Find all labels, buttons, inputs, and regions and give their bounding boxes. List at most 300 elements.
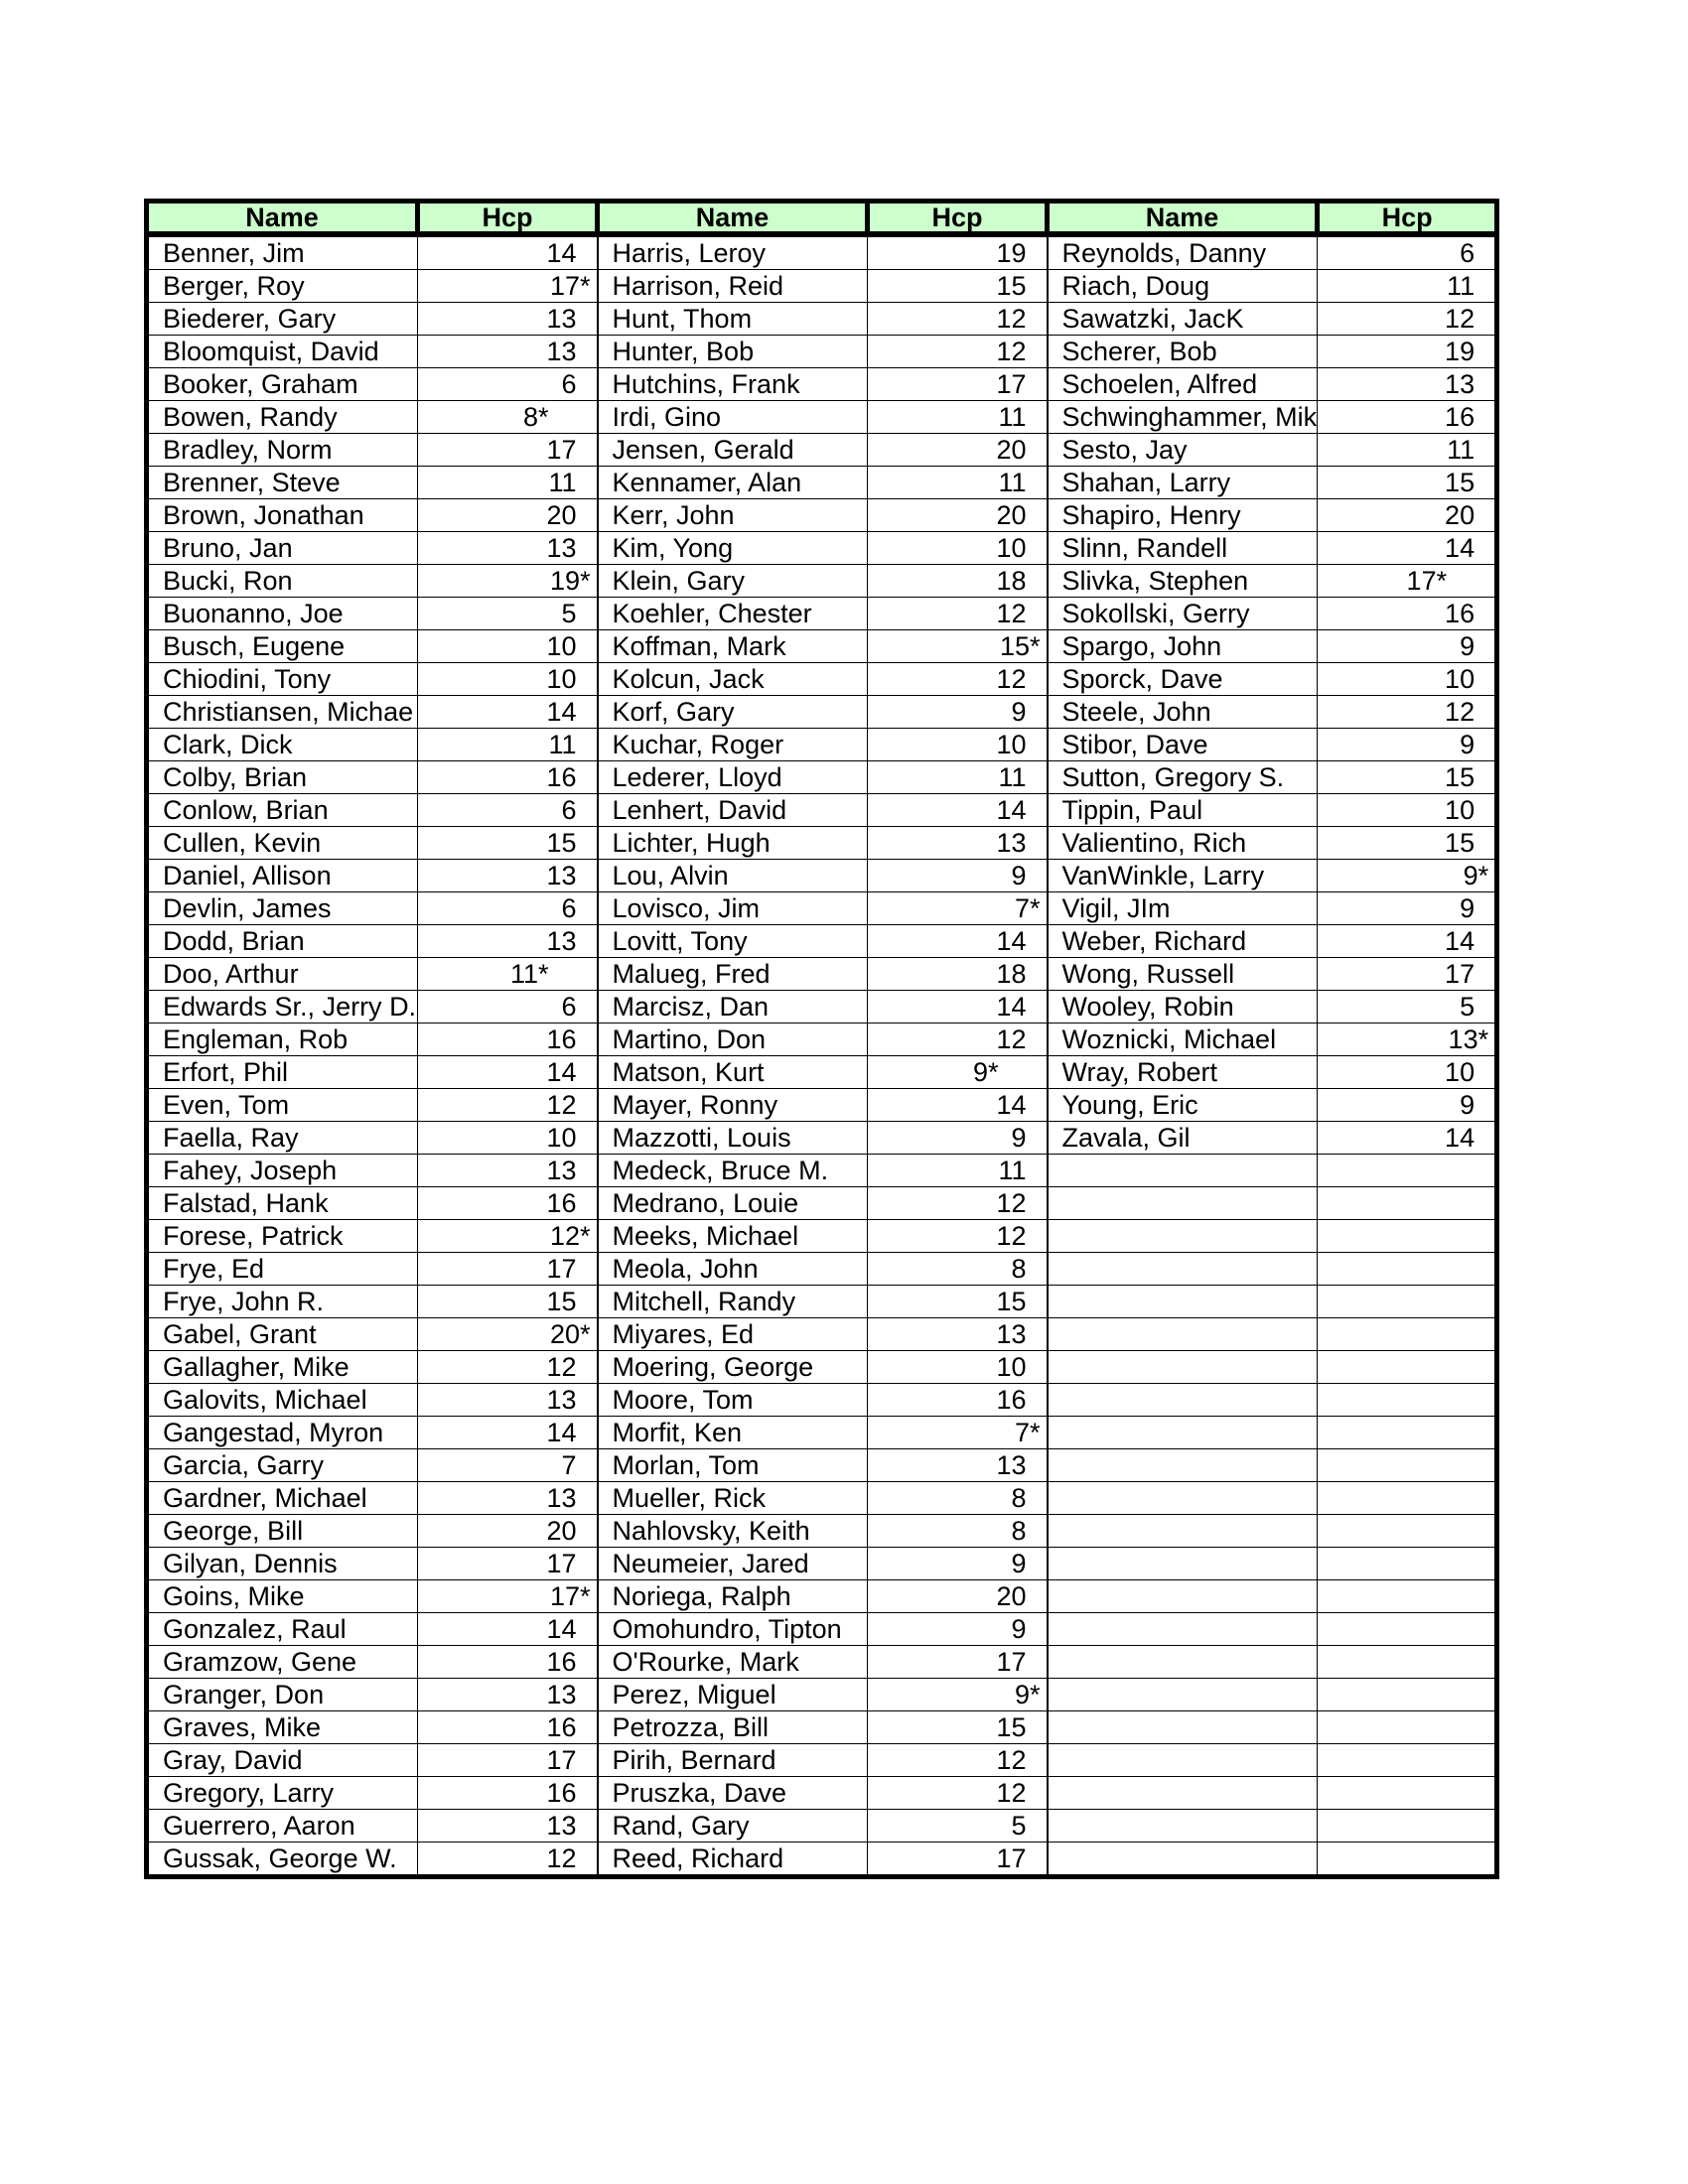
table-row: [147, 1711, 1497, 1744]
player-name-cell: [1048, 1417, 1318, 1449]
player-name-cell: [1048, 1351, 1318, 1384]
player-name-cell: Daniel, Allison: [147, 860, 418, 892]
player-name-cell: [1048, 1679, 1318, 1711]
handicap-cell: 6: [418, 794, 598, 827]
table-row: [147, 1449, 1497, 1482]
player-name-cell: Young, Eric: [1048, 1089, 1318, 1122]
handicap-cell: 16: [418, 1646, 598, 1679]
handicap-cell: [1318, 1187, 1497, 1220]
handicap-cell: [1318, 1548, 1497, 1580]
handicap-cell: 11*: [418, 958, 598, 991]
handicap-cell: 5: [868, 1810, 1048, 1843]
table-row: [147, 368, 1497, 401]
player-name-cell: Korf, Gary: [598, 696, 868, 729]
table-row: [147, 565, 1497, 598]
player-name-cell: Meola, John: [598, 1253, 868, 1286]
table-row: [147, 827, 1497, 860]
player-name-cell: [1048, 1580, 1318, 1613]
player-name-cell: Weber, Richard: [1048, 925, 1318, 958]
handicap-cell: [1318, 1679, 1497, 1711]
player-name-cell: [1048, 1155, 1318, 1187]
player-name-cell: [1048, 1810, 1318, 1843]
handicap-cell: 11: [1318, 434, 1497, 467]
player-name-cell: Miyares, Ed: [598, 1318, 868, 1351]
handicap-cell: 16: [418, 1187, 598, 1220]
player-name-cell: Riach, Doug: [1048, 270, 1318, 303]
handicap-cell: 10: [418, 630, 598, 663]
handicap-cell: 12: [868, 1220, 1048, 1253]
player-name-cell: Gangestad, Myron: [147, 1417, 418, 1449]
table-row: [147, 761, 1497, 794]
handicap-cell: 14: [1318, 1122, 1497, 1155]
player-name-cell: Vigil, JIm: [1048, 892, 1318, 925]
handicap-cell: 10: [1318, 663, 1497, 696]
handicap-cell: 11: [868, 761, 1048, 794]
table-row: [147, 729, 1497, 761]
handicap-cell: 14: [868, 991, 1048, 1024]
handicap-cell: [1318, 1744, 1497, 1777]
table-row: [147, 532, 1497, 565]
player-name-cell: Malueg, Fred: [598, 958, 868, 991]
player-name-cell: Kim, Yong: [598, 532, 868, 565]
handicap-cell: 15: [1318, 467, 1497, 499]
player-name-cell: Kerr, John: [598, 499, 868, 532]
handicap-cell: [1318, 1777, 1497, 1810]
player-name-cell: Benner, Jim: [147, 234, 418, 270]
player-name-cell: Medrano, Louie: [598, 1187, 868, 1220]
player-name-cell: Clark, Dick: [147, 729, 418, 761]
handicap-cell: 17: [868, 1646, 1048, 1679]
table-row: [147, 991, 1497, 1024]
player-name-cell: [1048, 1744, 1318, 1777]
handicap-cell: 17: [868, 1843, 1048, 1877]
handicap-cell: 6: [1318, 234, 1497, 270]
handicap-cell: 12: [868, 336, 1048, 368]
handicap-cell: [1318, 1646, 1497, 1679]
player-name-cell: Slinn, Randell: [1048, 532, 1318, 565]
handicap-cell: 6: [418, 368, 598, 401]
handicap-cell: 9: [868, 696, 1048, 729]
handicap-cell: 9: [868, 1613, 1048, 1646]
handicap-cell: 9*: [868, 1056, 1048, 1089]
header-hcp-2: Hcp: [868, 202, 1048, 235]
handicap-cell: 16: [418, 761, 598, 794]
player-name-cell: Fahey, Joseph: [147, 1155, 418, 1187]
handicap-cell: 9*: [1318, 860, 1497, 892]
player-name-cell: Morfit, Ken: [598, 1417, 868, 1449]
handicap-cell: 13: [418, 1155, 598, 1187]
handicap-cell: 12: [868, 303, 1048, 336]
player-name-cell: Schoelen, Alfred: [1048, 368, 1318, 401]
player-name-cell: Garcia, Garry: [147, 1449, 418, 1482]
handicap-cell: 12: [868, 1187, 1048, 1220]
handicap-cell: 18: [868, 565, 1048, 598]
player-name-cell: Reed, Richard: [598, 1843, 868, 1877]
player-name-cell: Woznicki, Michael: [1048, 1024, 1318, 1056]
table-row: [147, 1843, 1497, 1877]
table-row: [147, 1384, 1497, 1417]
player-name-cell: Petrozza, Bill: [598, 1711, 868, 1744]
handicap-cell: 15: [868, 1711, 1048, 1744]
player-name-cell: Brenner, Steve: [147, 467, 418, 499]
player-name-cell: Gramzow, Gene: [147, 1646, 418, 1679]
player-name-cell: Wray, Robert: [1048, 1056, 1318, 1089]
player-name-cell: Zavala, Gil: [1048, 1122, 1318, 1155]
player-name-cell: Buonanno, Joe: [147, 598, 418, 630]
table-row: [147, 1056, 1497, 1089]
player-name-cell: [1048, 1646, 1318, 1679]
table-row: [147, 234, 1497, 270]
player-name-cell: Erfort, Phil: [147, 1056, 418, 1089]
handicap-cell: 12: [1318, 696, 1497, 729]
player-name-cell: Busch, Eugene: [147, 630, 418, 663]
player-name-cell: Bucki, Ron: [147, 565, 418, 598]
handicap-cell: [1318, 1843, 1497, 1877]
handicap-cell: [1318, 1810, 1497, 1843]
player-name-cell: Reynolds, Danny: [1048, 234, 1318, 270]
player-name-cell: [1048, 1318, 1318, 1351]
player-name-cell: Spargo, John: [1048, 630, 1318, 663]
player-name-cell: Hunt, Thom: [598, 303, 868, 336]
handicap-cell: 20: [868, 499, 1048, 532]
handicap-cell: 16: [418, 1711, 598, 1744]
table-row: [147, 598, 1497, 630]
handicap-cell: 11: [418, 729, 598, 761]
player-name-cell: Doo, Arthur: [147, 958, 418, 991]
player-name-cell: Sporck, Dave: [1048, 663, 1318, 696]
handicap-cell: 9: [1318, 630, 1497, 663]
handicap-cell: 6: [418, 892, 598, 925]
player-name-cell: [1048, 1253, 1318, 1286]
player-name-cell: Harrison, Reid: [598, 270, 868, 303]
handicap-cell: 14: [1318, 532, 1497, 565]
handicap-cell: 16: [1318, 401, 1497, 434]
handicap-cell: 15: [418, 827, 598, 860]
handicap-cell: 17: [868, 368, 1048, 401]
handicap-cell: 12: [418, 1843, 598, 1877]
table-row: [147, 696, 1497, 729]
player-name-cell: Koffman, Mark: [598, 630, 868, 663]
handicap-cell: 17: [1318, 958, 1497, 991]
player-name-cell: Mitchell, Randy: [598, 1286, 868, 1318]
player-name-cell: [1048, 1286, 1318, 1318]
handicap-cell: 19: [1318, 336, 1497, 368]
handicap-cell: [1318, 1449, 1497, 1482]
table-row: [147, 303, 1497, 336]
handicap-cell: 13: [418, 925, 598, 958]
handicap-cell: 12: [868, 1024, 1048, 1056]
handicap-cell: [1318, 1384, 1497, 1417]
handicap-cell: 14: [418, 1056, 598, 1089]
table-row: [147, 925, 1497, 958]
handicap-table: [144, 199, 1499, 1879]
player-name-cell: Guerrero, Aaron: [147, 1810, 418, 1843]
handicap-cell: 11: [868, 401, 1048, 434]
player-name-cell: Morlan, Tom: [598, 1449, 868, 1482]
player-name-cell: Chiodini, Tony: [147, 663, 418, 696]
header-name-1: Name: [147, 202, 418, 235]
player-name-cell: Devlin, James: [147, 892, 418, 925]
player-name-cell: Neumeier, Jared: [598, 1548, 868, 1580]
player-name-cell: George, Bill: [147, 1515, 418, 1548]
table-row: [147, 1679, 1497, 1711]
table-row: [147, 1613, 1497, 1646]
player-name-cell: Wooley, Robin: [1048, 991, 1318, 1024]
player-name-cell: Falstad, Hank: [147, 1187, 418, 1220]
player-name-cell: [1048, 1449, 1318, 1482]
player-name-cell: Harris, Leroy: [598, 234, 868, 270]
handicap-cell: 17*: [1318, 565, 1497, 598]
handicap-cell: 9: [868, 860, 1048, 892]
table-row: [147, 1646, 1497, 1679]
player-name-cell: Shahan, Larry: [1048, 467, 1318, 499]
player-name-cell: Hunter, Bob: [598, 336, 868, 368]
handicap-cell: 19: [868, 234, 1048, 270]
player-name-cell: Klein, Gary: [598, 565, 868, 598]
player-name-cell: Kuchar, Roger: [598, 729, 868, 761]
player-name-cell: Mayer, Ronny: [598, 1089, 868, 1122]
handicap-cell: 13: [418, 1482, 598, 1515]
player-name-cell: Irdi, Gino: [598, 401, 868, 434]
handicap-cell: 7: [418, 1449, 598, 1482]
player-name-cell: Omohundro, Tipton: [598, 1613, 868, 1646]
handicap-cell: 17*: [418, 1580, 598, 1613]
handicap-cell: [1318, 1482, 1497, 1515]
handicap-cell: 17: [418, 434, 598, 467]
player-name-cell: Goins, Mike: [147, 1580, 418, 1613]
handicap-cell: 16: [868, 1384, 1048, 1417]
handicap-cell: 13: [868, 1449, 1048, 1482]
player-name-cell: Sesto, Jay: [1048, 434, 1318, 467]
player-name-cell: Graves, Mike: [147, 1711, 418, 1744]
player-name-cell: Stibor, Dave: [1048, 729, 1318, 761]
player-name-cell: Faella, Ray: [147, 1122, 418, 1155]
player-name-cell: Bloomquist, David: [147, 336, 418, 368]
player-name-cell: VanWinkle, Larry: [1048, 860, 1318, 892]
player-name-cell: Even, Tom: [147, 1089, 418, 1122]
player-name-cell: Gallagher, Mike: [147, 1351, 418, 1384]
table-row: [147, 270, 1497, 303]
player-name-cell: Nahlovsky, Keith: [598, 1515, 868, 1548]
handicap-cell: 12*: [418, 1220, 598, 1253]
handicap-cell: 17*: [418, 270, 598, 303]
handicap-cell: 11: [418, 467, 598, 499]
handicap-cell: 13: [418, 1384, 598, 1417]
player-name-cell: Meeks, Michael: [598, 1220, 868, 1253]
handicap-cell: 9*: [868, 1679, 1048, 1711]
handicap-cell: 15: [418, 1286, 598, 1318]
handicap-cell: 7*: [868, 892, 1048, 925]
handicap-cell: [1318, 1220, 1497, 1253]
player-name-cell: Perez, Miguel: [598, 1679, 868, 1711]
player-name-cell: Lenhert, David: [598, 794, 868, 827]
table-row: [147, 1187, 1497, 1220]
player-name-cell: Medeck, Bruce M.: [598, 1155, 868, 1187]
player-name-cell: Gilyan, Dennis: [147, 1548, 418, 1580]
table-row: [147, 1810, 1497, 1843]
handicap-cell: 10: [868, 729, 1048, 761]
handicap-cell: 15: [1318, 761, 1497, 794]
table-row: [147, 1744, 1497, 1777]
player-name-cell: Frye, Ed: [147, 1253, 418, 1286]
handicap-cell: 14: [1318, 925, 1497, 958]
player-name-cell: Scherer, Bob: [1048, 336, 1318, 368]
table-row: [147, 1580, 1497, 1613]
player-name-cell: Sawatzki, JacK: [1048, 303, 1318, 336]
handicap-cell: 17: [418, 1253, 598, 1286]
handicap-cell: 13: [418, 1810, 598, 1843]
handicap-cell: 14: [868, 794, 1048, 827]
handicap-cell: 10: [418, 1122, 598, 1155]
handicap-cell: [1318, 1351, 1497, 1384]
handicap-cell: 14: [868, 1089, 1048, 1122]
table-row: [147, 1351, 1497, 1384]
handicap-cell: 12: [868, 598, 1048, 630]
player-name-cell: Conlow, Brian: [147, 794, 418, 827]
handicap-cell: 17: [418, 1744, 598, 1777]
table-row: [147, 467, 1497, 499]
player-name-cell: [1048, 1843, 1318, 1877]
handicap-cell: [1318, 1286, 1497, 1318]
table-row: [147, 1253, 1497, 1286]
player-name-cell: Cullen, Kevin: [147, 827, 418, 860]
handicap-cell: 20*: [418, 1318, 598, 1351]
handicap-cell: 17: [418, 1548, 598, 1580]
handicap-cell: 10: [1318, 794, 1497, 827]
handicap-cell: 9: [1318, 892, 1497, 925]
player-name-cell: Berger, Roy: [147, 270, 418, 303]
player-name-cell: Brown, Jonathan: [147, 499, 418, 532]
handicap-cell: 20: [418, 499, 598, 532]
player-name-cell: Martino, Don: [598, 1024, 868, 1056]
player-name-cell: Lederer, Lloyd: [598, 761, 868, 794]
handicap-cell: 14: [418, 1613, 598, 1646]
handicap-cell: 16: [1318, 598, 1497, 630]
table-row: [147, 1089, 1497, 1122]
header-hcp-1: Hcp: [418, 202, 598, 235]
player-name-cell: Moore, Tom: [598, 1384, 868, 1417]
table-row: [147, 1548, 1497, 1580]
player-name-cell: Booker, Graham: [147, 368, 418, 401]
player-name-cell: Noriega, Ralph: [598, 1580, 868, 1613]
player-name-cell: Lovitt, Tony: [598, 925, 868, 958]
player-name-cell: [1048, 1187, 1318, 1220]
table-row: [147, 892, 1497, 925]
handicap-cell: 13: [418, 1679, 598, 1711]
handicap-cell: 20: [868, 434, 1048, 467]
player-name-cell: Jensen, Gerald: [598, 434, 868, 467]
handicap-cell: 14: [418, 696, 598, 729]
handicap-cell: 7*: [868, 1417, 1048, 1449]
handicap-cell: 11: [1318, 270, 1497, 303]
table-row: [147, 1122, 1497, 1155]
table-row: [147, 663, 1497, 696]
player-name-cell: Forese, Patrick: [147, 1220, 418, 1253]
table-row: [147, 1482, 1497, 1515]
handicap-cell: 10: [418, 663, 598, 696]
player-name-cell: Gregory, Larry: [147, 1777, 418, 1810]
handicap-cell: [1318, 1417, 1497, 1449]
table-row: [147, 1024, 1497, 1056]
handicap-cell: 20: [1318, 499, 1497, 532]
player-name-cell: Bowen, Randy: [147, 401, 418, 434]
player-name-cell: Pruszka, Dave: [598, 1777, 868, 1810]
player-name-cell: [1048, 1548, 1318, 1580]
handicap-cell: 16: [418, 1024, 598, 1056]
player-name-cell: Kennamer, Alan: [598, 467, 868, 499]
player-name-cell: Gussak, George W.: [163, 1843, 397, 1873]
player-name-cell: Granger, Don: [147, 1679, 418, 1711]
handicap-cell: [1318, 1155, 1497, 1187]
handicap-cell: [1318, 1253, 1497, 1286]
player-name-cell: Lou, Alvin: [598, 860, 868, 892]
player-name-cell: [1048, 1711, 1318, 1744]
header-name-3: Name: [1048, 202, 1318, 235]
handicap-cell: [1318, 1515, 1497, 1548]
handicap-cell: 14: [868, 925, 1048, 958]
player-name-cell: Lichter, Hugh: [598, 827, 868, 860]
handicap-cell: 18: [868, 958, 1048, 991]
handicap-cell: 12: [868, 1744, 1048, 1777]
handicap-cell: 13: [418, 532, 598, 565]
handicap-cell: 11: [868, 467, 1048, 499]
handicap-cell: 10: [868, 1351, 1048, 1384]
player-name-cell: Wong, Russell: [1048, 958, 1318, 991]
player-name-cell: Slivka, Stephen: [1048, 565, 1318, 598]
table-row: [147, 434, 1497, 467]
table-row: [147, 860, 1497, 892]
handicap-cell: [1318, 1580, 1497, 1613]
table-row: [147, 499, 1497, 532]
header-name-2: Name: [598, 202, 868, 235]
player-name-cell: Tippin, Paul: [1048, 794, 1318, 827]
player-name-cell: Shapiro, Henry: [1048, 499, 1318, 532]
handicap-cell: 12: [868, 663, 1048, 696]
player-name-cell: [1048, 1613, 1318, 1646]
player-name-cell: Rand, Gary: [598, 1810, 868, 1843]
table-row: [147, 958, 1497, 991]
player-name-cell: Gray, David: [147, 1744, 418, 1777]
table-row: [147, 1417, 1497, 1449]
table-row: [147, 1515, 1497, 1548]
handicap-cell: 8: [868, 1515, 1048, 1548]
handicap-cell: 8: [868, 1253, 1048, 1286]
handicap-cell: 13: [418, 860, 598, 892]
handicap-cell: 9: [1318, 729, 1497, 761]
handicap-cell: 8: [868, 1482, 1048, 1515]
handicap-cell: 15*: [868, 630, 1048, 663]
player-name-cell: Edwards Sr., Jerry D.: [147, 991, 418, 1024]
player-name-cell: [1048, 1515, 1318, 1548]
handicap-cell: 10: [1318, 1056, 1497, 1089]
player-name-cell: Kolcun, Jack: [598, 663, 868, 696]
handicap-cell: 14: [418, 234, 598, 270]
player-name-cell: Matson, Kurt: [598, 1056, 868, 1089]
handicap-cell: 6: [418, 991, 598, 1024]
handicap-cell: 20: [868, 1580, 1048, 1613]
handicap-cell: 20: [418, 1515, 598, 1548]
header-row: [147, 202, 1497, 235]
handicap-cell: 11: [868, 1155, 1048, 1187]
player-name-cell: Koehler, Chester: [598, 598, 868, 630]
handicap-cell: 13: [868, 827, 1048, 860]
handicap-cell: 12: [1318, 303, 1497, 336]
player-name-cell: [1048, 1384, 1318, 1417]
handicap-cell: 5: [1318, 991, 1497, 1024]
player-name-cell: Steele, John: [1048, 696, 1318, 729]
handicap-cell: 9: [868, 1548, 1048, 1580]
player-name-cell: Gonzalez, Raul: [147, 1613, 418, 1646]
